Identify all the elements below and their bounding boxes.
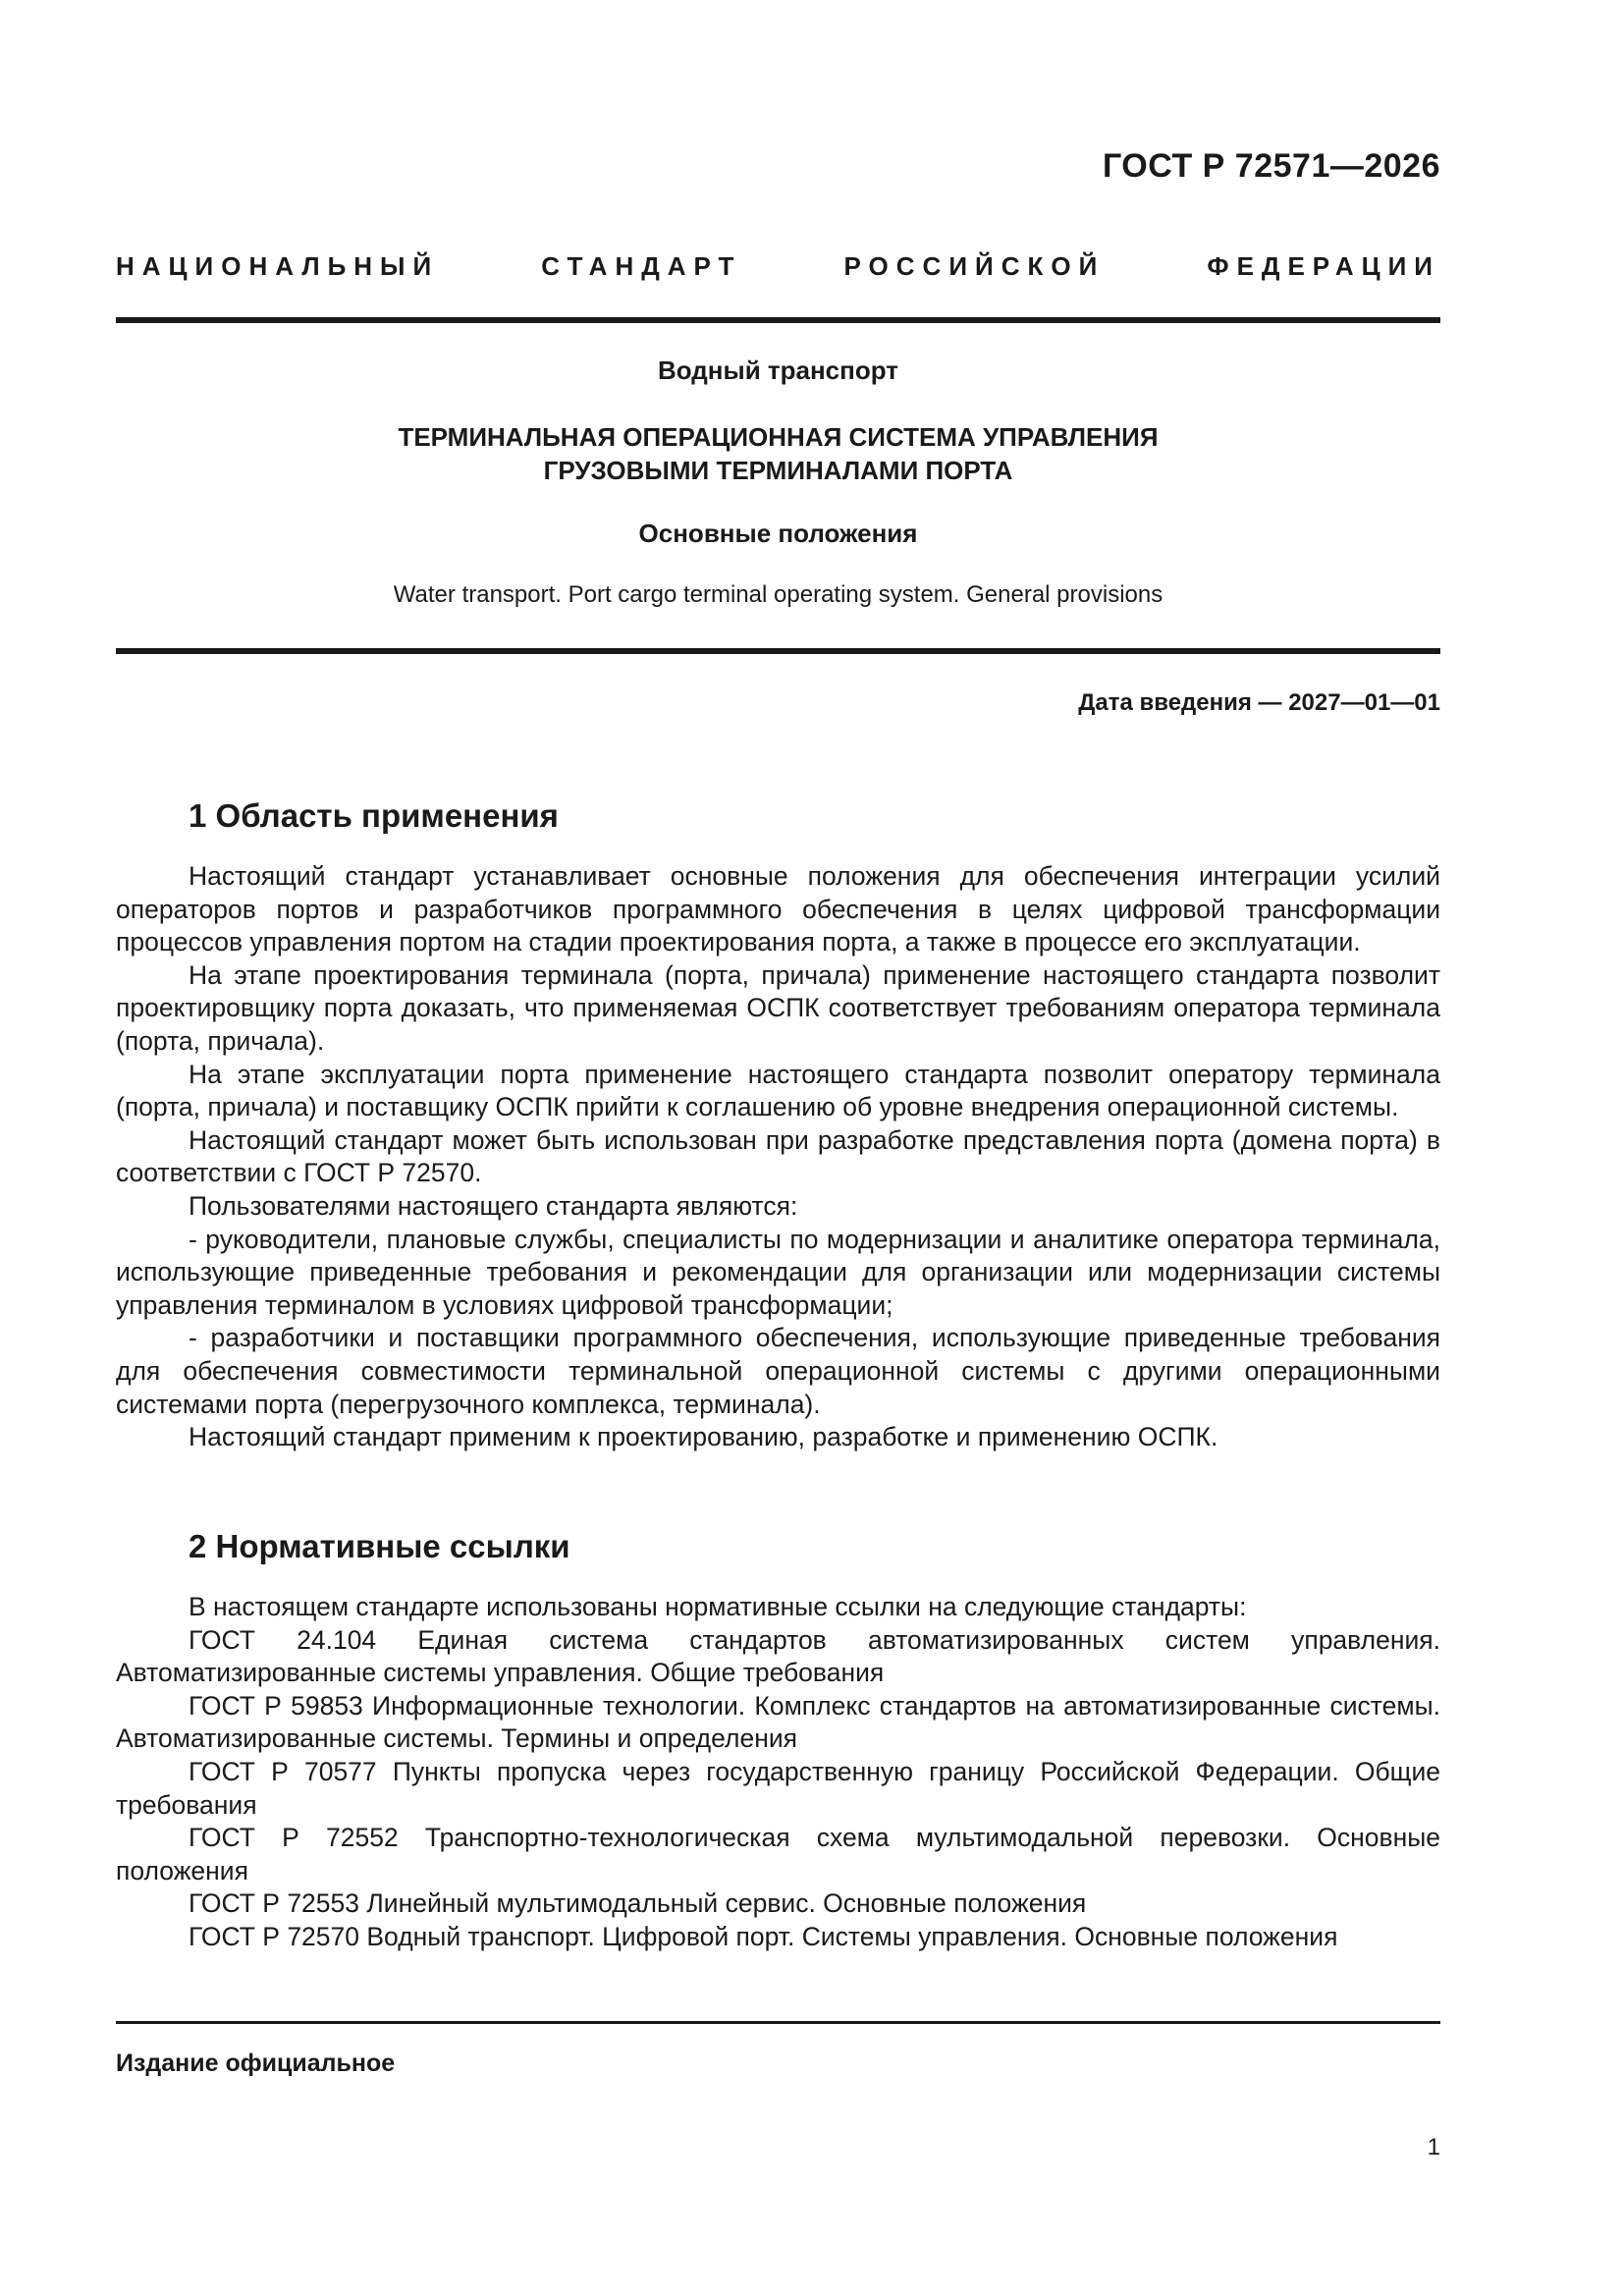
reference-item: ГОСТ 24.104 Единая система стандартов автоматизированных систем управления. Автоматизированные системы управления. Общие требования xyxy=(116,1624,1440,1688)
reference-item: ГОСТ Р 72570 Водный транспорт. Цифровой порт. Системы управления. Основные положения xyxy=(189,1921,1338,1951)
subject-title: Водный транспорт xyxy=(657,355,899,385)
official-edition-label: Издание официальное xyxy=(116,2050,396,2077)
reference-item: ГОСТ Р 72552 Транспортно-технологическая схема мультимодальной перевозки. Основные положения xyxy=(116,1823,1440,1886)
section-2-body xyxy=(116,1591,1440,1954)
top-rule xyxy=(116,317,1440,323)
gost-code: ГОСТ Р 72571—2026 xyxy=(1102,147,1440,185)
paragraph: Настоящий стандарт устанавливает основные положения для обеспечения интеграции усилий операторов портов и разработчиков программного обеспечения в целях цифровой трансформации процессов управления портом на стадии проектирования порта, а также в процессе его эксплуатации. xyxy=(116,861,1440,957)
reference-item: ГОСТ Р 70577 Пункты пропуска через государственную границу Российской Федерации. Общие требования xyxy=(116,1756,1440,1820)
subtitle: Основные положения xyxy=(638,519,918,548)
paragraph: На этапе проектирования терминала (порта, причала) применение настоящего стандарта позволит проектировщику порта доказать, что применяемая ОСПК соответствует требованиям оператора терминала (порта, причала). xyxy=(116,959,1440,1056)
reference-item: ГОСТ Р 72553 Линейный мультимодальный сервис. Основные положения xyxy=(189,1888,1087,1919)
footer-rule xyxy=(116,2021,1440,2024)
reference-item: ГОСТ Р 59853 Информационные технологии. Комплекс стандартов на автоматизированные системы. Автоматизированные системы. Термины и определения xyxy=(116,1690,1440,1754)
main-title xyxy=(116,420,1440,487)
title-rule xyxy=(116,648,1440,654)
english-title: Water transport. Port cargo terminal operating system. General provisions xyxy=(393,581,1163,608)
paragraph: На этапе эксплуатации порта применение настоящего стандарта позволит оператору терминала (порта, причала) и поставщику ОСПК прийти к соглашению об уровне внедрения операционной системы. xyxy=(116,1059,1440,1122)
section-1-body xyxy=(116,860,1440,1454)
references-intro: В настоящем стандарте использованы нормативные ссылки на следующие стандарты: xyxy=(189,1592,1247,1621)
list-item: - руководители, плановые службы, специалисты по модернизации и аналитике оператора терминала, использующие приведенные требования и рекомендации для организации или модернизации системы управления терминалом в условиях цифровой трансформации; xyxy=(116,1224,1440,1320)
list-item: - разработчики и поставщики программного обеспечения, использующие приведенные требования для обеспечения совместимости терминальной операционной системы с другими операционными системами порта (перегрузочного комплекса, терминала). xyxy=(116,1323,1440,1419)
page-number: 1 xyxy=(1427,2134,1440,2160)
paragraph: Пользователями настоящего стандарта являются: xyxy=(189,1190,798,1221)
section-2-heading: 2 Нормативные ссылки xyxy=(189,1528,570,1564)
section-1-heading: 1 Область применения xyxy=(189,797,559,834)
national-standard-banner: НАЦИОНАЛЬНЫЙ СТАНДАРТ РОССИЙСКОЙ ФЕДЕРАЦИИ xyxy=(116,251,1440,281)
paragraph: Настоящий стандарт может быть использован при разработке представления порта (домена порта) в соответствии с ГОСТ Р 72570. xyxy=(116,1124,1440,1188)
main-title-line-1: ТЕРМИНАЛЬНАЯ ОПЕРАЦИОННАЯ СИСТЕМА УПРАВЛЕНИЯ xyxy=(398,422,1159,452)
main-title-line-2: ГРУЗОВЫМИ ТЕРМИНАЛАМИ ПОРТА xyxy=(543,456,1013,485)
introduction-date: Дата введения — 2027—01—01 xyxy=(1078,689,1440,716)
paragraph: Настоящий стандарт применим к проектированию, разработке и применению ОСПК. xyxy=(189,1422,1218,1452)
